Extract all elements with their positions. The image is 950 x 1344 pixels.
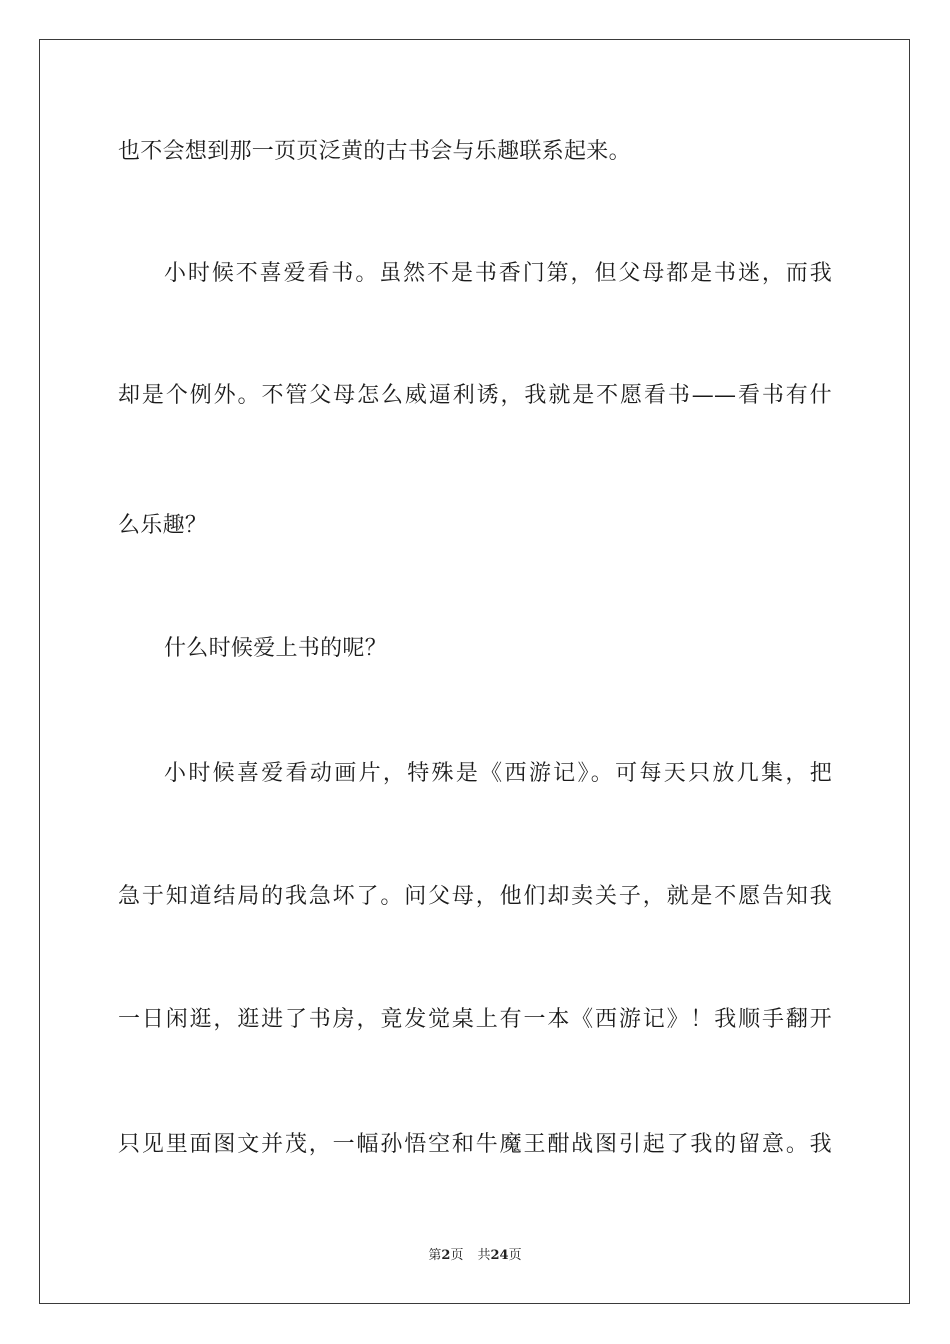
total-suffix: 页 — [508, 1248, 522, 1263]
total-prefix: 共 — [477, 1248, 491, 1263]
paragraph-line-6: 小时候喜爱看动画片，特殊是《西游记》。可每天只放几集，把 — [164, 761, 832, 786]
page-footer — [0, 1247, 950, 1265]
paragraph-line-1: 也不会想到那一页页泛黄的古书会与乐趣联系起来。 — [118, 139, 631, 164]
paragraph-line-7: 急于知道结局的我急坏了。问父母，他们却卖关子，就是不愿告知我 — [118, 884, 832, 909]
paragraph-line-9: 只见里面图文并茂，一幅孙悟空和牛魔王酣战图引起了我的留意。我 — [118, 1132, 832, 1157]
paragraph-line-4: 么乐趣？ — [118, 513, 208, 538]
total-page-count: 24 — [490, 1248, 509, 1263]
page-border — [39, 39, 910, 1304]
paragraph-line-5: 什么时候爱上书的呢？ — [164, 636, 388, 661]
page-prefix: 第 — [428, 1248, 442, 1263]
paragraph-line-2: 小时候不喜爱看书。虽然不是书香门第，但父母都是书迷，而我 — [164, 261, 832, 286]
page-suffix: 页 — [450, 1248, 464, 1263]
paragraph-line-8: 一日闲逛，逛进了书房，竟发觉桌上有一本《西游记》！我顺手翻开 — [118, 1007, 832, 1032]
current-page-number: 2 — [441, 1248, 451, 1263]
paragraph-line-3: 却是个例外。不管父母怎么威逼利诱，我就是不愿看书——看书有什 — [118, 383, 832, 408]
